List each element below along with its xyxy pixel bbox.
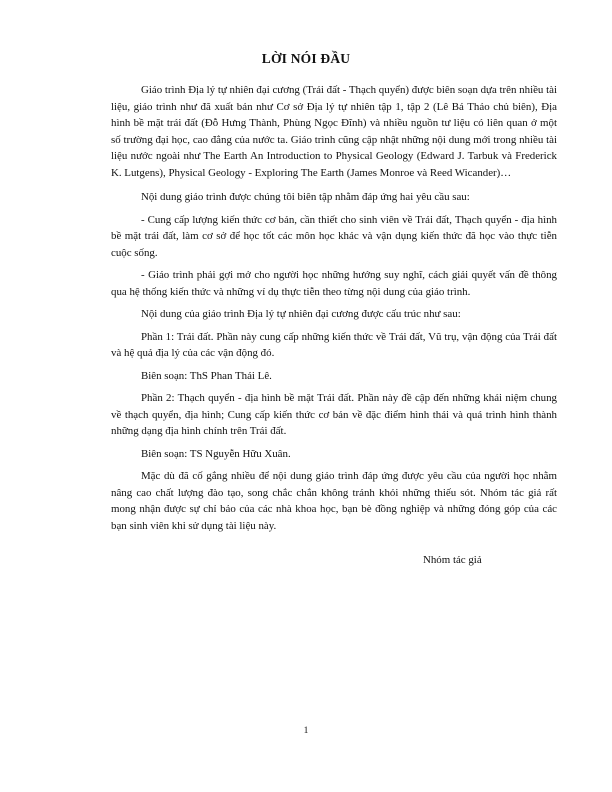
paragraph-closing: Mặc dù đã cố gắng nhiều để nội dung giáo trình đáp ứng được yêu cầu của người học nhằm nâng cao chất lượng đào tạo, song chắc chắn không tránh khỏi những thiếu sót. Nhóm tác giả rất mong nhận được sự chỉ bảo của các nhà khoa học, bạn bè đồng nghiệp và những đóng góp của các bạn sinh viên khi sử dụng tài liệu này.	[111, 470, 557, 532]
paragraph-structure: Nội dung của giáo trình Địa lý tự nhiên đại cương được cấu trúc như sau:	[141, 308, 461, 320]
paragraph-intro: Giáo trình Địa lý tự nhiên đại cương (Trái đất - Thạch quyển) được biên soạn dựa trên nhiều tài liệu, giáo trình như đã xuất bản như Cơ sở Địa lý tự nhiên tập 1, tập 2 (Lê Bá Thảo chủ biên), Địa hình bề mặt trái đất (Đỗ Hưng Thành, Phùng Ngọc Đĩnh) và nhiều nguồn tư liệu có liên quan ở một số trường đại học, cao đẳng của nước ta. Giáo trình cũng cập nhật những nội dung mới trong nhiều tài liệu nước ngoài như The Earth An Introduction to Physical Geology (Edward J. Tarbuk và Frederick K. Lutgens), Physical Geology - Exploring The Earth (James Monroe và Reed Wicander)…	[111, 84, 557, 179]
signature: Nhóm tác giả	[423, 554, 482, 566]
paragraph-part-2: Phần 2: Thạch quyển - địa hình bề mặt Trái đất. Phần này đề cập đến những khái niệm chung về thạch quyển, địa hình; Cung cấp kiến thức cơ bản về đặc điểm hình thái và quá trình hình thành những dạng địa hình chính trên Trái đất.	[111, 392, 557, 437]
page-number: 1	[303, 726, 309, 736]
document-body	[111, 82, 557, 542]
paragraph-requirements: Nội dung giáo trình được chúng tôi biên tập nhằm đáp ứng hai yêu cầu sau:	[141, 191, 470, 203]
paragraph-author-part-2: Biên soạn: TS Nguyễn Hữu Xuân.	[141, 447, 291, 460]
paragraph-author-part-1: Biên soạn: ThS Phan Thái Lê.	[141, 369, 272, 382]
paragraph-requirement-2: - Giáo trình phải gợi mở cho người học những hướng suy nghĩ, cách giải quyết vấn đề thông qua hệ thống kiến thức và những ví dụ thực tiễn theo từng nội dung của giáo trình.	[111, 269, 557, 298]
page-title: LỜI NÓI ĐẦU	[261, 51, 351, 66]
paragraph-requirement-1: - Cung cấp lượng kiến thức cơ bản, cần thiết cho sinh viên về Trái đất, Thạch quyển - địa hình bề mặt trái đất, làm cơ sở để học tốt các môn học khác và vận dụng kiến thức đã học vào thực tiễn cuộc sống.	[111, 213, 557, 259]
paragraph-part-1: Phần 1: Trái đất. Phần này cung cấp những kiến thức về Trái đất, Vũ trụ, vận động của Trái đất và hệ quả địa lý của các vận động đó.	[111, 330, 557, 359]
